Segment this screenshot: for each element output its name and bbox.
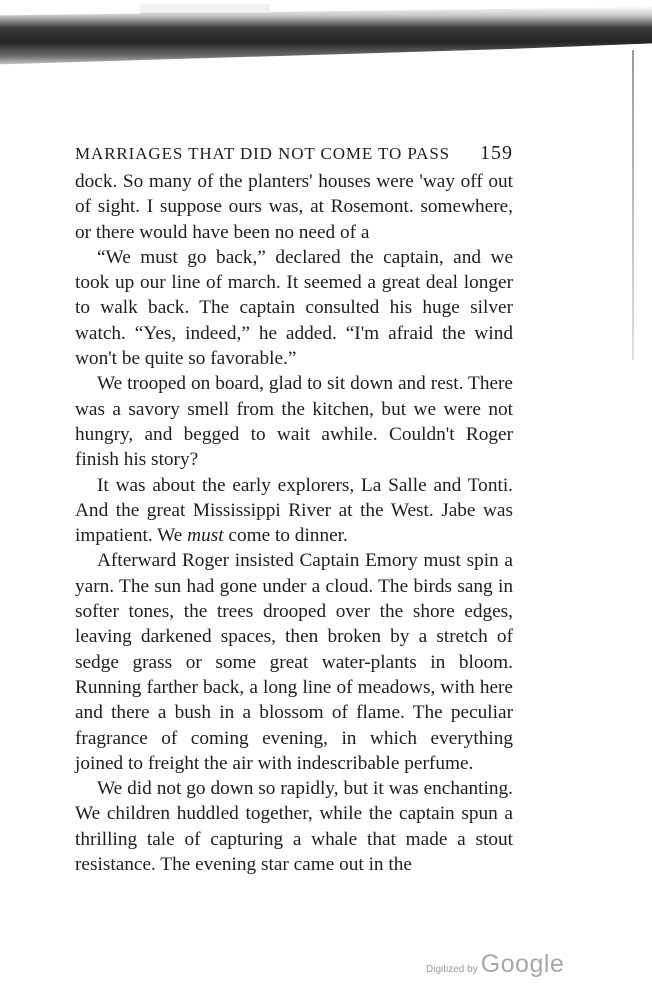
page-number: 159 [480,142,513,164]
paragraph: We did not go down so rapidly, but it was enchanting. We children huddled together, while the captain spun a thrilling tale of capturing a whale that made a stout resistance. The evening star came out in the [75,778,513,876]
digitized-watermark [426,950,564,979]
paragraph [75,473,513,549]
book-page [75,142,513,877]
paragraph-continued: dock. So many of the planters' houses were 'way off out of sight. I suppose ours was, at Rosemont. somewhere, or there would have been no need of a [75,171,513,243]
paragraph-text: come to dinner. [223,525,348,547]
chapter-title: MARRIAGES THAT DID NOT COME TO PASS [75,144,451,163]
scan-shadow-top [0,0,652,70]
scan-highlight [140,4,270,15]
paragraph-text: It was about the early explorers, La Salle and Tonti. And the great Mississippi River at the West. Jabe was impatient. We [75,474,513,547]
paragraph: Afterward Roger insisted Captain Emory must spin a yarn. The sun had gone under a cloud. The birds sang in softer tones, the trees drooped over the shore edges, leaving darkened spaces, then broken by a stretch of sedge grass or some great water-plants in bloom. Running farther back, a long line of meadows, with here and there a bush in a blossom of flame. The peculiar fragrance of coming evening, in which everything joined to freight the air with indescribable perfume. [75,550,513,774]
italic-word: must [187,525,224,547]
watermark-prefix: Digitized by [426,964,478,975]
google-logo: Google [480,950,565,978]
paragraph: We trooped on board, glad to sit down and rest. There was a savory smell from the kitchen, but we were not hungry, and begged to wait awhile. Couldn't Roger finish his story? [75,373,513,471]
running-head [75,142,513,165]
page-edge [632,50,634,360]
paragraph: “We must go back,” declared the captain, and we took up our line of march. It seemed a great deal longer to walk back. The captain consulted his huge silver watch. “Yes, indeed,” he added. “I'm afraid the wind won't be quite so favorable.” [75,246,513,370]
